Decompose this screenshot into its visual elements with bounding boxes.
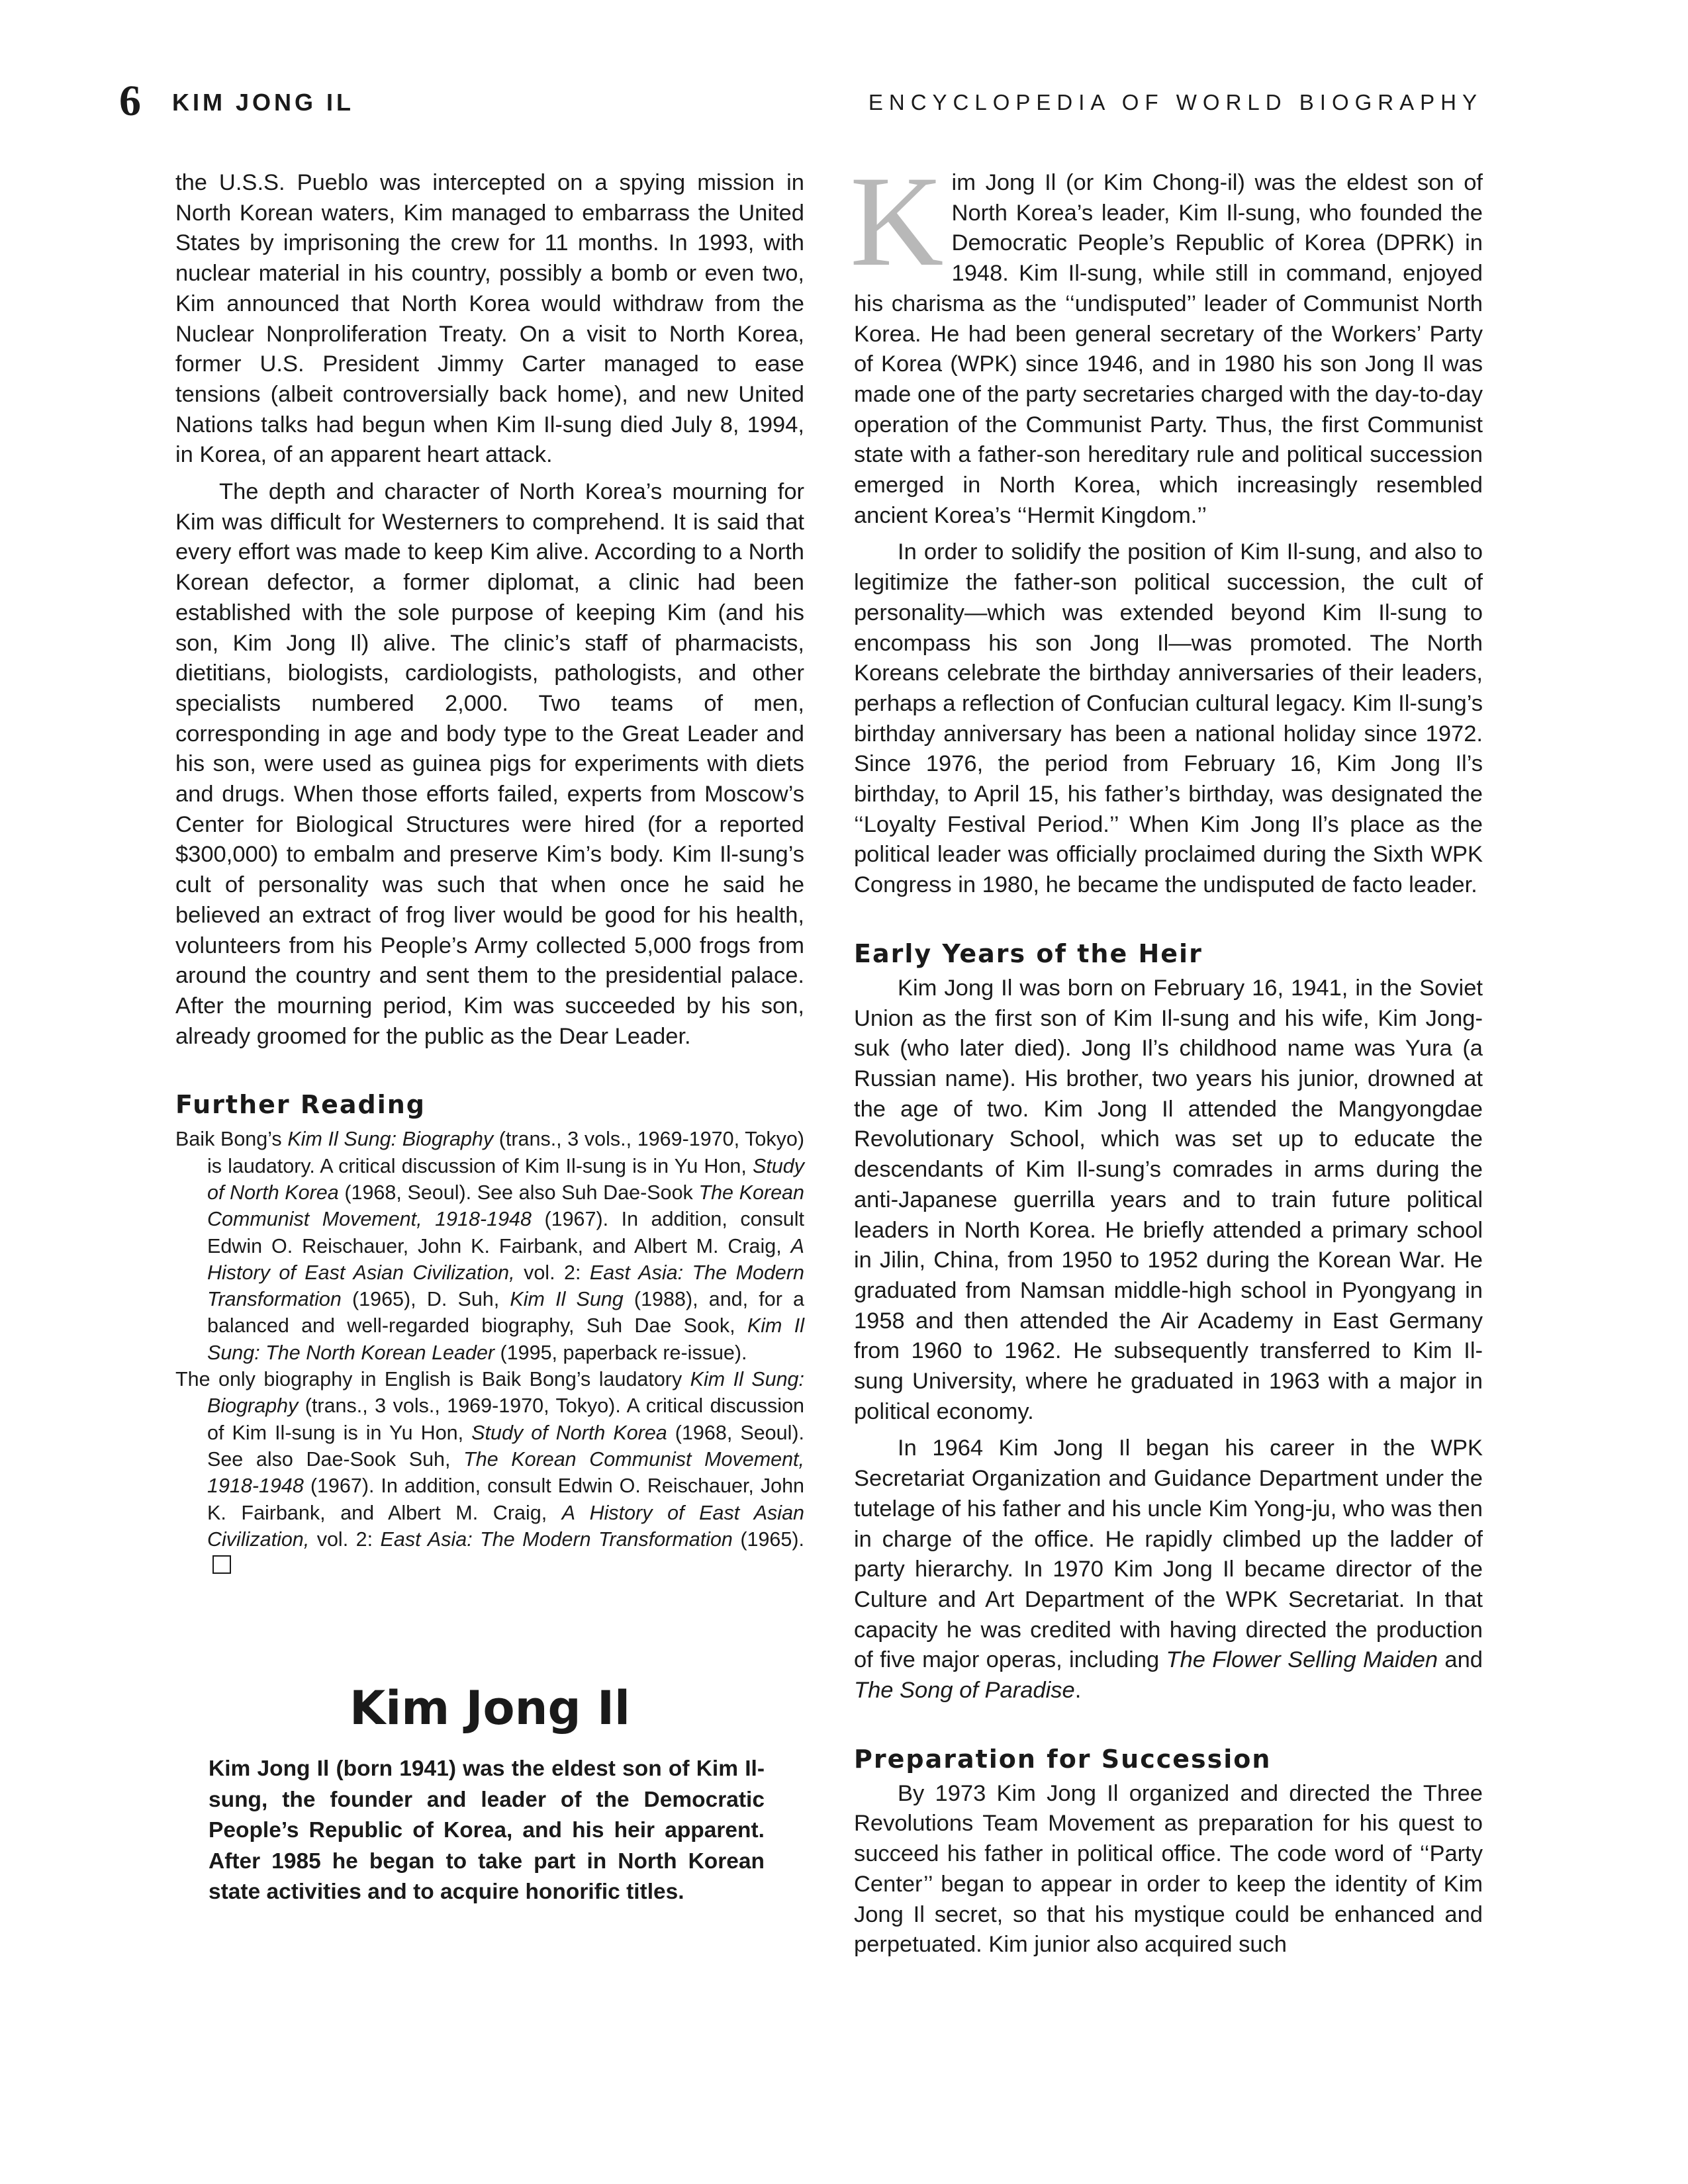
page-header [119, 71, 1483, 131]
article-summary: Kim Jong Il (born 1941) was the eldest son of Kim Il-sung, the founder and leader of the Democratic People’s Republic of Korea, and his heir apparent. After 1985 he began to take part in North Korean state activities and to acquire honorific titles. [209, 1756, 765, 1905]
page-number: 6 [119, 77, 141, 125]
body-paragraph: In 1964 Kim Jong Il began his career in the WPK Secretariat Organization and Guidance Department under the tutelage of his father and his uncle Kim Yong-ju, who was then in charge of the office. He rapidly climbed up the ladder of party hierarchy. In 1970 Kim Jong Il became director of the Culture and Art Department of the WPK Secretariat. In that capacity he was credited with having directed the production of five major operas, including The Flower Selling Maiden and The Song of Paradise. [854, 1435, 1483, 1704]
body-paragraph: The depth and character of North Korea’s mourning for Kim was difficult for Westerners to comprehend. It is said that every effort was made to keep Kim alive. According to a North Korean defector, a former diplomat, a clinic had been established with the sole purpose of keeping Kim (and his son, Kim Jong Il) alive. The clinic’s staff of pharmacists, dietitians, biologists, cardiologists, pathologists, and other specialists numbered 2,000. Two teams of men, corresponding in age and body type to the Great Leader and his son, were used as guinea pigs for experiments with diets and drugs. When those efforts failed, experts from Moscow’s Center for Biological Structures were hired (for a reported $300,000) to embalm and preserve Kim’s body. Kim Il-sung’s cult of personality was such that when once he said he believed an extract of frog liver would be good for his health, volunteers from his People’s Army collected 5,000 frogs from around the country and sent them to the presidential palace. After the mourning period, Kim was succeeded by his son, already groomed for the public as the Dear Leader. [175, 479, 804, 1049]
end-of-article-square-icon [212, 1555, 231, 1574]
running-title: KIM JONG IL [172, 89, 355, 116]
section-heading-preparation: Preparation for Succession [854, 1744, 1272, 1774]
body-paragraph: im Jong Il (or Kim Chong-il) was the eldest son of North Korea’s leader, Kim Il-sung, who founded the Democratic People’s Republic of Korea (DPRK) in 1948. Kim Il-sung, while still in command, enjoyed his charisma as the ‘‘undisputed’’ leader of Communist North Korea. He had been general secretary of the Workers’ Party of Korea (WPK) since 1946, and in 1980 his son Jong Il was made one of the party secretaries charged with the day-to-day operation of the Communist Party. Thus, the first Communist state with a father-son hereditary rule and political succession emerged in North Korea, which increasingly resembled ancient Korea’s ‘‘Hermit Kingdom.’’ [854, 170, 1483, 528]
reference-entry: Baik Bong’s Kim Il Sung: Biography (trans., 3 vols., 1969-1970, Tokyo) is laudatory. A critical discussion of Kim Il-sung is in Yu Hon, Study of North Korea (1968, Seoul). See also Suh Dae-Sook The Korean Communist Movement, 1918-1948 (1967). In addition, consult Edwin O. Reischauer, John K. Fairbank, and Albert M. Craig, A History of East Asian Civilization, vol. 2: East Asia: The Modern Transformation (1965), D. Suh, Kim Il Sung (1988), and, for a balanced and well-regarded biography, Suh Dae Sook, Kim Il Sung: The North Korean Leader (1995, paperback re-issue). [175, 1128, 804, 1364]
body-paragraph: By 1973 Kim Jong Il organized and directed the Three Revolutions Team Movement as preparation for his quest to succeed his father in political office. The code word of ‘‘Party Center’’ began to appear in order to keep the identity of Kim Jong Il secret, so that his mystique could be enhanced and perpetuated. Kim junior also acquired such [854, 1780, 1483, 1958]
opening-paragraph [850, 150, 1483, 531]
article-title: Kim Jong Il [349, 1681, 631, 1736]
right-column [850, 150, 1483, 1960]
further-reading-heading: Further Reading [175, 1090, 426, 1120]
body-paragraph: the U.S.S. Pueblo was intercepted on a spying mission in North Korean waters, Kim managed to embarrass the United States by imprisoning the crew for 11 months. In 1993, with nuclear material in his country, possibly a bomb or even two, Kim announced that North Korea would withdraw from the Nuclear Nonproliferation Treaty. On a visit to North Korea, former U.S. President Jimmy Carter managed to ease tensions (albeit controversially back home), and new United Nations talks had begun when Kim Il-sung died July 8, 1994, in Korea, of an apparent heart attack. [175, 170, 804, 468]
reference-entry: The only biography in English is Baik Bong’s laudatory Kim Il Sung: Biography (trans., 3 vols., 1969-1970, Tokyo). A critical discussion of Kim Il-sung is in Yu Hon, Study of North Korea (1968, Seoul). See also Dae-Sook Suh, The Korean Communist Movement, 1918-1948 (1967). In addition, consult Edwin O. Reischauer, John K. Fairbank, and Albert M. Craig, A History of East Asian Civilization, vol. 2: East Asia: The Modern Transformation (1965). [175, 1366, 804, 1579]
running-head: ENCYCLOPEDIA OF WORLD BIOGRAPHY [868, 90, 1483, 114]
body-paragraph: In order to solidify the position of Kim Il-sung, and also to legitimize the father-son political succession, the cult of personality—which was extended beyond Kim Il-sung to encompass his son Jong Il—was promoted. The North Koreans celebrate the birthday anniversaries of their leaders, perhaps a reflection of Confucian cultural legacy. Kim Il-sung’s birthday anniversary has been a national holiday since 1972. Since 1976, the period from February 16, Kim Jong Il’s birthday, to April 15, his father’s birthday, was designated the ‘‘Loyalty Festival Period.’’ When Kim Jong Il’s place as the political leader was officially proclaimed during the Sixth WPK Congress in 1980, he became the undisputed de facto leader. [854, 539, 1483, 898]
left-column [175, 168, 804, 1908]
further-reading-list [175, 1126, 804, 1579]
body-paragraph: Kim Jong Il was born on February 16, 1941, in the Soviet Union as the first son of Kim Il-sung and his wife, Kim Jong-suk (who later died). Jong Il’s childhood name was Yura (a Russian name). His brother, two years his junior, drowned at the age of two. Kim Jong Il attended the Mangyongdae Revolutionary School, which was set up to educate the descendants of Kim Il-sung’s comrades in arms during the anti-Japanese guerrilla years and to train future political leaders in North Korea. He briefly attended a primary school in Jilin, China, from 1950 to 1952 during the Korean War. He graduated from Namsan middle-high school in Pyongyang in 1958 and then attended the Air Academy in East Germany from 1960 to 1962. He subsequently transferred to Kim Il-sung University, where he graduated in 1963 with a major in political economy. [854, 975, 1483, 1424]
drop-cap: K [850, 150, 944, 293]
section-heading-early-years: Early Years of the Heir [854, 938, 1203, 968]
